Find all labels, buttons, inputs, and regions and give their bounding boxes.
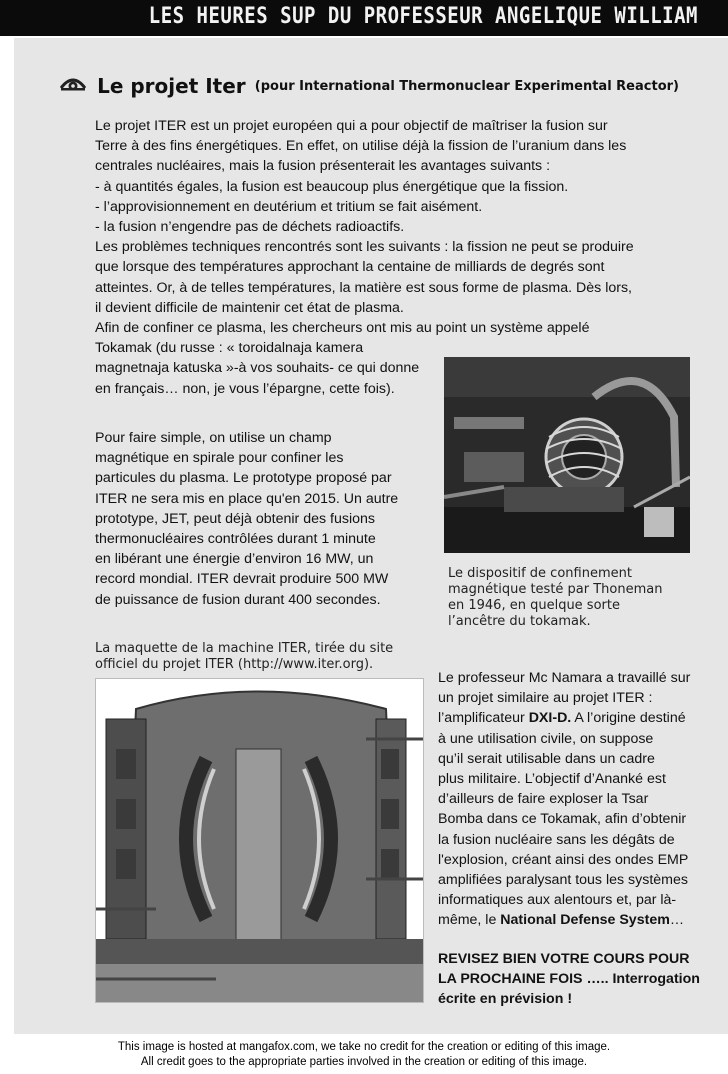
text-run: plus militaire. L’objectif d’Ananké est <box>438 771 666 788</box>
text-run: Bomba dans ce Tokamak, afin d’obtenir <box>438 811 687 828</box>
text-run: l'explosion, créant ainsi des ondes EMP <box>438 851 689 868</box>
text-line: particules du plasma. Le prototype proposé par <box>95 470 392 487</box>
text-line: Terre à des fins énergétiques. En effet, on utilise déjà la fission de l’uranium dans les <box>95 138 627 155</box>
text-line: prototype, JET, peut déjà obtenir des fusions <box>95 510 375 527</box>
text-line: Pour faire simple, on utilise un champ <box>95 430 332 446</box>
text-line: Le projet ITER est un projet européen qui a pour objectif de maîtriser la fusion sur <box>95 118 608 134</box>
caption-line: l’ancêtre du tokamak. <box>448 614 591 629</box>
text-run: informatiques aux alentours et, par là- <box>438 892 677 909</box>
text-run: d’ailleurs de faire exploser la Tsar <box>438 791 649 808</box>
text-line <box>438 830 690 850</box>
closing-paragraph <box>438 949 700 1010</box>
text-run: Le professeur Mc Namara a travaillé sur <box>438 670 691 686</box>
text-line: en libérant une énergie d’environ 16 MW, un <box>95 551 374 568</box>
credit-footer <box>0 1040 728 1070</box>
text-line <box>438 789 690 809</box>
text-line: magnetnaja katuska »-à vos souhaits- ce qui donne <box>95 360 420 377</box>
text-line <box>438 688 690 708</box>
text-line <box>438 749 690 769</box>
text-line: centrales nucléaires, mais la fusion présenterait les avantages suivants : <box>95 158 551 175</box>
text-line <box>438 890 690 910</box>
iter-machine-render <box>95 678 424 1003</box>
text-line: - la fusion n’engendre pas de déchets radioactifs. <box>95 219 405 236</box>
render-caption <box>95 641 393 673</box>
text-line: Afin de confiner ce plasma, les chercheurs ont mis au point un système appelé <box>95 320 590 337</box>
text-line: Tokamak (du russe : « toroidalnaja kamera <box>95 340 364 357</box>
text-line <box>438 850 690 870</box>
text-line <box>438 769 690 789</box>
text-run: un projet similaire au projet ITER : <box>438 690 653 707</box>
caption-line: officiel du projet ITER (http://www.iter.org). <box>95 657 374 672</box>
plasma-paragraph <box>95 428 398 610</box>
text-line <box>438 668 690 688</box>
bold-term: DXI-D. <box>528 710 572 727</box>
header-title: LES HEURES SUP DU PROFESSEUR ANGELIQUE WILLIAM <box>148 3 698 29</box>
text-line <box>438 870 690 890</box>
text-line: atteintes. Or, à de telles températures, la matière est sous forme de plasma. Dès lors, <box>95 279 632 296</box>
text-line: magnétique en spirale pour confiner les <box>95 450 344 467</box>
text-line: REVISEZ BIEN VOTRE COURS POUR <box>438 951 690 967</box>
text-line: écrite en prévision ! <box>438 991 573 1008</box>
footer-line: This image is hosted at mangafox.com, we take no credit for the creation or editing of this image. <box>117 1041 611 1053</box>
text-run: à une utilisation civile, on suppose <box>438 730 654 747</box>
text-run: la fusion nucléaire sans les dégâts de <box>438 831 675 848</box>
eye-icon <box>60 76 86 96</box>
text-line: il devient difficile de maintenir cet état de plasma. <box>95 299 404 316</box>
text-line: de puissance de fusion durant 400 secondes. <box>95 591 381 608</box>
caption-line: en 1946, en quelque sorte <box>448 598 620 613</box>
text-run: même, le <box>438 912 501 929</box>
text-run: l’amplificateur <box>438 710 529 727</box>
section-heading <box>60 74 679 98</box>
text-line: - à quantités égales, la fusion est beaucoup plus énergétique que la fission. <box>95 178 569 195</box>
text-run: A l’origine destiné <box>571 710 686 727</box>
text-run: … <box>669 912 685 929</box>
text-line: record mondial. ITER devrait produire 500 MW <box>95 571 389 588</box>
section-subtitle: (pour International Thermonuclear Experimental Reactor) <box>254 78 679 94</box>
photo-caption <box>448 566 662 630</box>
text-line: thermonucléaires contrôlées durant 1 minute <box>95 531 376 548</box>
text-line: en français… non, je vous l’épargne, cette fois). <box>95 380 395 397</box>
footer-line: All credit goes to the appropriate parties involved in the creation or editing of this image. <box>140 1056 588 1068</box>
text-line <box>438 708 690 728</box>
text-line: que lorsque des températures approchant la centaine de milliards de degrés sont <box>95 259 605 276</box>
text-line <box>438 809 690 829</box>
caption-line: La maquette de la machine ITER, tirée du site <box>95 641 394 656</box>
caption-line: Le dispositif de confinement <box>448 566 632 581</box>
thoneman-device-photo <box>444 357 690 553</box>
text-run: amplifiées paralysant tous les systèmes <box>438 872 688 889</box>
text-line: LA PROCHAINE FOIS ….. Interrogation <box>438 971 700 988</box>
caption-line: magnétique testé par Thoneman <box>448 582 663 597</box>
text-line <box>438 910 690 930</box>
text-line <box>438 729 690 749</box>
header-bar <box>0 0 728 36</box>
text-line: ITER ne sera mis en place qu'en 2015. Un autre <box>95 490 399 507</box>
text-run: qu’il serait utilisable dans un cadre <box>438 750 655 767</box>
text-line: - l’approvisionnement en deutérium et tritium se fait aisément. <box>95 198 483 215</box>
text-line: Les problèmes techniques rencontrés sont les suivants : la fission ne peut se produire <box>95 239 634 256</box>
mcnamara-paragraph <box>438 668 690 931</box>
bold-term: National Defense System <box>500 912 670 929</box>
section-title: Le projet Iter <box>97 74 246 98</box>
